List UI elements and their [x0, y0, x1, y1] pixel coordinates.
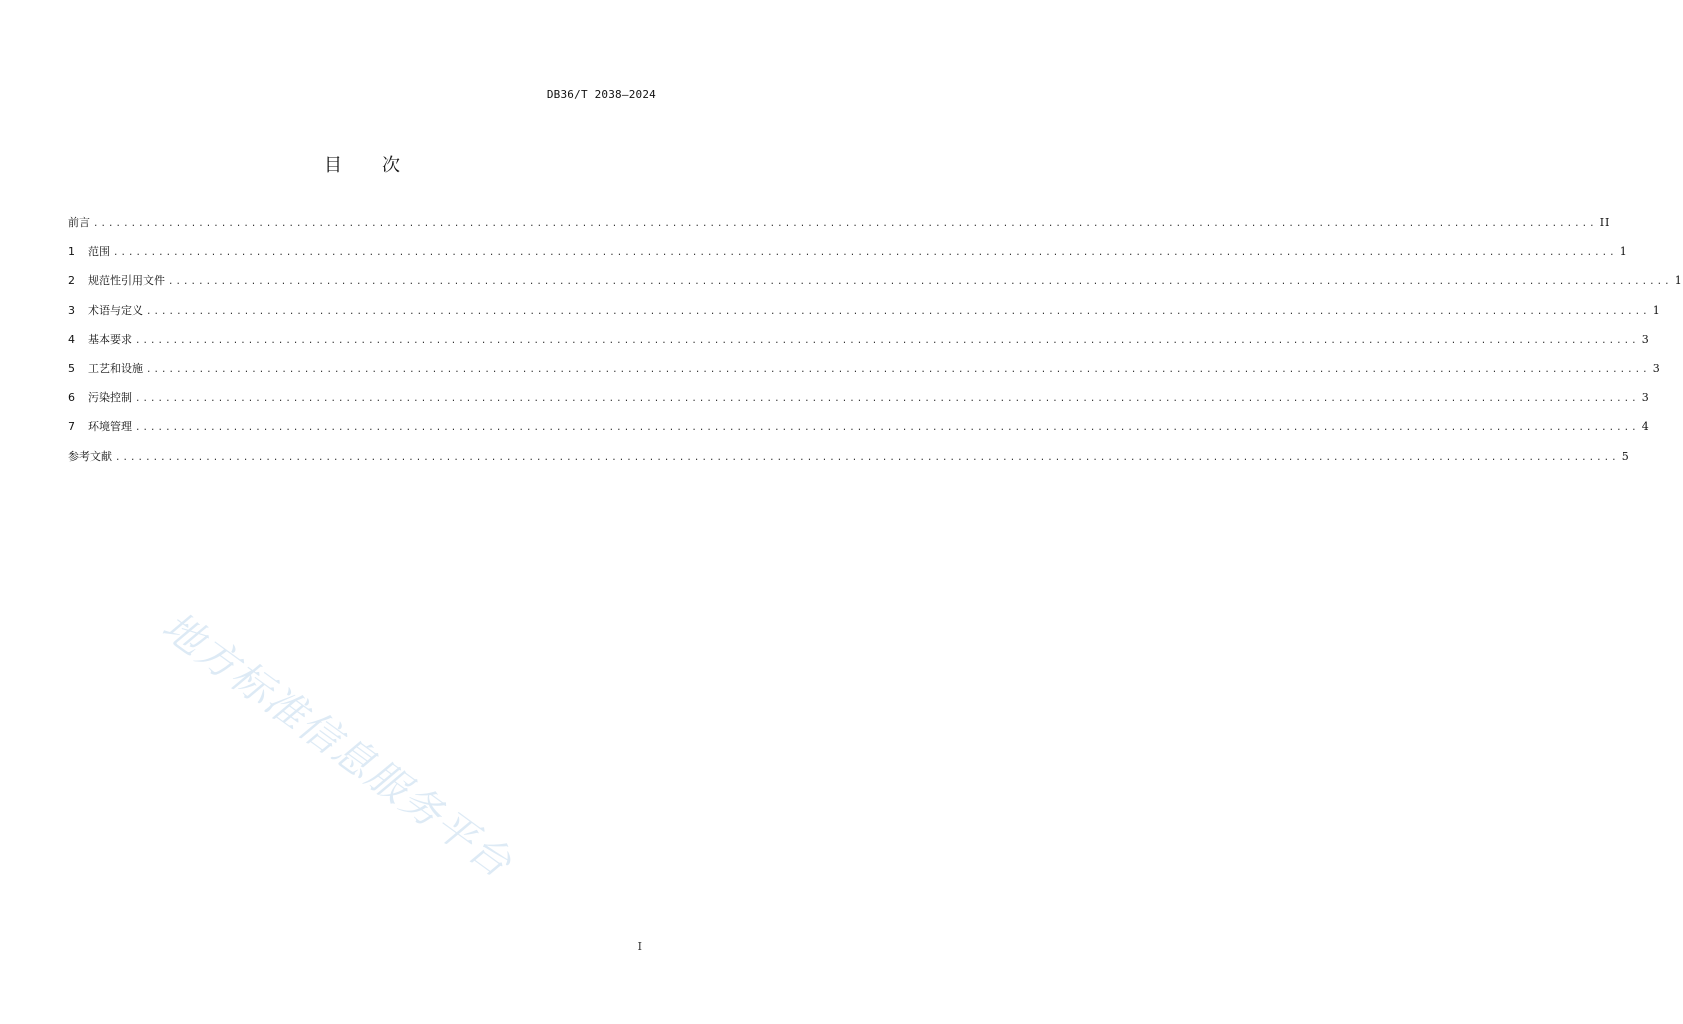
- title-char-2: 次: [382, 155, 400, 176]
- toc-leader-dots: ........................................................................................................................................................................................................: [135, 394, 1639, 405]
- toc-leader-dots: ........................................................................................................................................................................................................: [115, 452, 1619, 463]
- page-title: [0, 151, 724, 177]
- toc-entry-label: 术语与定义: [88, 303, 143, 317]
- toc-leader-dots: ........................................................................................................................................................................................................: [146, 364, 1650, 375]
- toc-entry-number: 7: [68, 420, 75, 434]
- toc-entry-page: 3: [1652, 361, 1661, 375]
- toc-entry-number: 3: [68, 303, 75, 317]
- toc-entry-page: 1: [1674, 274, 1683, 288]
- toc-entry-label: 工艺和设施: [88, 361, 143, 375]
- toc-entry-page: 4: [1641, 420, 1650, 434]
- toc-entry-number: 2: [68, 274, 75, 288]
- toc-entry-label: 环境管理: [88, 420, 132, 434]
- toc-entry-pollution-control[interactable]: [68, 389, 1650, 418]
- title-char-1: 目: [324, 155, 342, 176]
- toc-entry-environmental-management[interactable]: [68, 418, 1650, 447]
- document-code: DB36/T 2038—2024: [546, 88, 656, 101]
- toc-entry-page: 5: [1621, 449, 1630, 463]
- toc-entry-bibliography[interactable]: [68, 448, 1630, 477]
- toc-entry-label: 参考文献: [68, 449, 112, 463]
- toc-entry-label: 污染控制: [88, 391, 132, 405]
- toc-entry-number: 5: [68, 361, 75, 375]
- toc-leader-dots: ........................................................................................................................................................................................................: [135, 423, 1639, 434]
- toc-entry-label: 基本要求: [88, 332, 132, 346]
- toc-entry-basic-requirements[interactable]: [68, 331, 1650, 360]
- toc-leader-dots: ........................................................................................................................................................................................................: [146, 306, 1650, 317]
- toc-entry-page: 3: [1641, 391, 1650, 405]
- page-number: I: [637, 940, 642, 953]
- toc-entry-page: 3: [1641, 332, 1650, 346]
- toc-entry-label: 范围: [88, 245, 110, 259]
- toc-leader-dots: ........................................................................................................................................................................................................: [113, 248, 1617, 259]
- toc-leader-dots: ........................................................................................................................................................................................................: [168, 277, 1672, 288]
- toc-entry-number: 1: [68, 245, 75, 259]
- toc-entry-label: 规范性引用文件: [88, 274, 165, 288]
- toc-entry-terms-definitions[interactable]: [68, 302, 1661, 331]
- toc-leader-dots: ........................................................................................................................................................................................................: [135, 335, 1639, 346]
- toc-entry-number: 6: [68, 391, 75, 405]
- toc-leader-dots: ........................................................................................................................................................................................................: [93, 219, 1597, 229]
- toc-entry-page: 1: [1619, 245, 1628, 259]
- watermark: 地方标准信息服务平台: [153, 603, 521, 888]
- toc-entry-page: 1: [1652, 303, 1661, 317]
- toc-entry-page: II: [1599, 216, 1611, 229]
- toc-entry-normative-references[interactable]: [68, 272, 1683, 301]
- toc-entry-label: 前言: [68, 216, 90, 229]
- toc-entry-scope[interactable]: [68, 243, 1628, 272]
- toc-entry-foreword[interactable]: [68, 214, 1611, 243]
- toc-entry-process-facilities[interactable]: [68, 360, 1661, 389]
- toc-entry-number: 4: [68, 332, 75, 346]
- table-of-contents: [68, 214, 1683, 477]
